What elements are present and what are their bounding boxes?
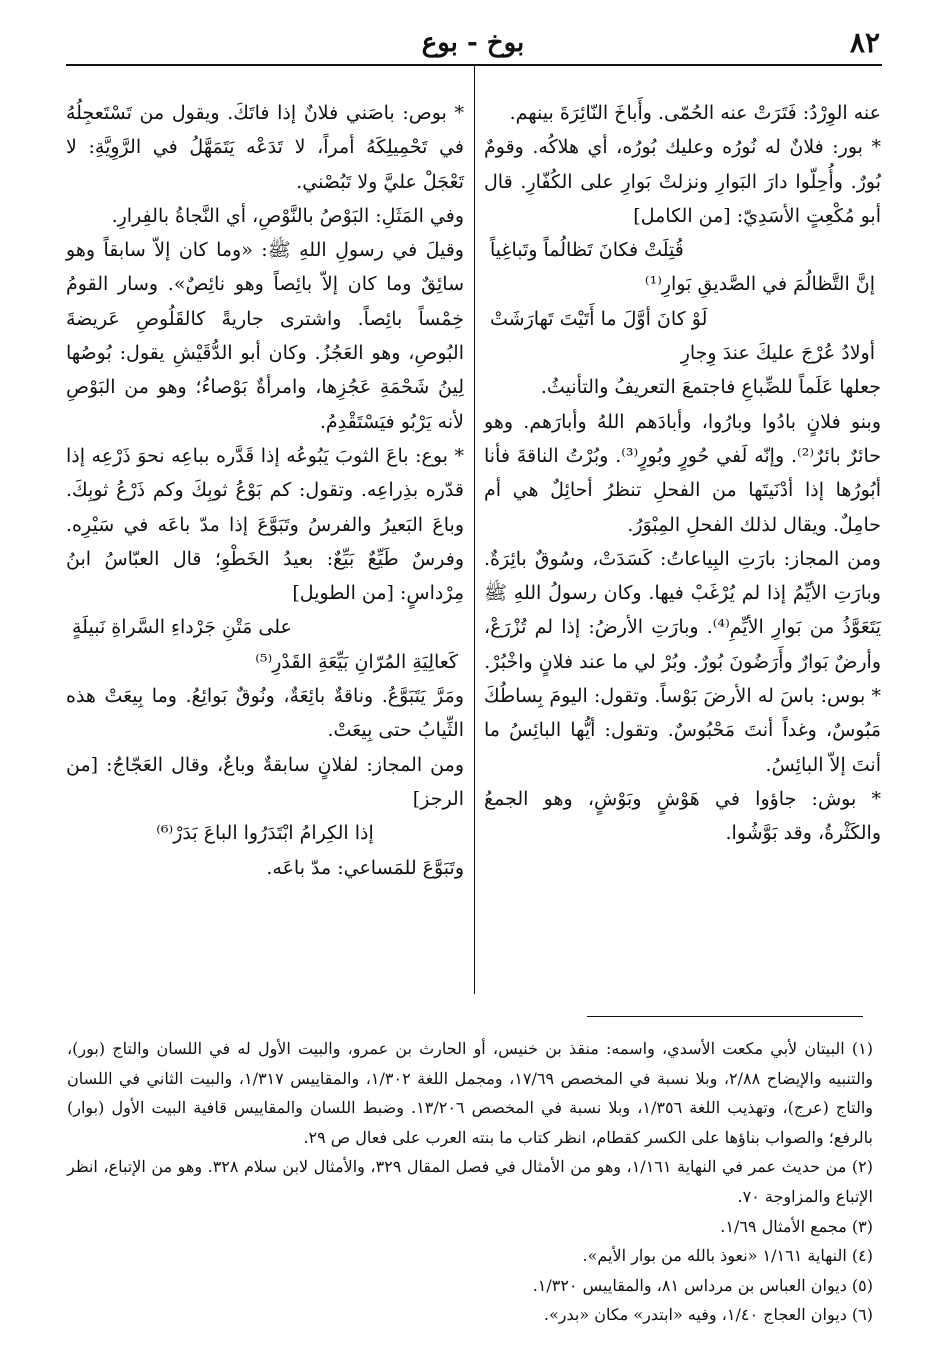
verse-line: قُتِلَتْ فكانَ تَظالُماً وتَباغِياً — [490, 239, 684, 262]
verse-line: لَوْ كانَ أوَّلَ ما أَتَيْتَ تَهارَشَتْ — [490, 307, 708, 330]
paragraph: ومن المجاز: بارَتِ البِياعاتُ: كَسَدَتْ، وسُوقٌ بائِرَةٌ. وبارَتِ الأيِّمُ إذا لم يُرْغَبْ فيها. وكان رسولُ اللهِ ﷺ يَتَعَوَّذُ من بَوارِ الأيِّمِ⁽⁴⁾. وبارَتِ الأرضُ: إذا لم تُزْرَعْ، وأرضٌ بَوارٌ وأَرَضُونَ بُورٌ. وبُرْ لي ما عند فلانٍ واخْبُرْ. — [484, 547, 881, 673]
page-header — [64, 24, 882, 64]
verse-line: على مَتْنِ جَرْداءِ السَّراةِ نَبيلَةٍ — [72, 616, 292, 639]
entry-bwa: * بوع: باعَ الثوبَ يَبُوعُه إذا قَدَّره بباعِه نحوَ ذَرْعِه إذا قدّره بذِراعِه. وتقول: كم بَوْعُ ثوبِكَ وكم ذَرْعُ ثوبِكَ. وباعَ البَعيرُ والفرسُ وتَبَوَّعَ إذا مدّ باعَه في سَيْرِه. وفرسٌ طَيِّعٌ بَيِّعٌ: بعيدُ الخَطْوِ؛ قال العبّاسُ ابنُ مِرْداسٍ: [من الطويل] — [66, 444, 464, 605]
verse-line: أولادُ عُرْجَ عليكَ عندَ وِجارِ — [680, 342, 875, 365]
footnote: (٤) النهاية ١/١٦١ «نعوذ بالله من بوار الأيم». — [582, 1246, 873, 1266]
footnote: (٣) مجمع الأمثال ١/٦٩. — [720, 1216, 873, 1236]
entry-bwas: * بوص: باصَني فلانٌ إذا فاتَكَ. ويقول من تَسْتَعجِلُهُ في تَحْمِيلِكَهُ أمراً، لا تَدَعْه يَتَمَهَّلُ في الرَّوِيَّةِ: لا تَعْجَلْ عليَّ ولا تَبُصْني. — [66, 102, 464, 193]
paragraph: وقيلَ في رسولِ اللهِ ﷺ: «وما كان إلاّ سابقاً وهو سائِقٌ وما كان إلاّ بائِصاً وهو نائِصٌ». وسار القومُ خِمْساً بائِصاً. واشترى جاريةً كالقَلُوصِ عَريضةَ البُوصِ، وهو العَجُزُ. وكان أبو الدُّقَيْشِ يقول: بُوصُها لِينُ شَحْمَةِ عَجُزِها، وامرأةٌ بَوْصاءُ؛ وهو من البَوْصِ لأنه يَرْبُو فيَسْتَقْدِمُ. — [66, 239, 464, 433]
entry-bws: * بوس: باسَ له الأرضَ بَوْساً. وتقول: اليومَ بِساطُكَ مَبُوسٌ، وغداً أنتَ مَحْبُوسٌ. وتقول: أيُّها البائِسُ ما أنتَ إلاّ البائِسُ. — [484, 685, 881, 776]
paragraph: ومن المجاز: لفلانٍ سابقةٌ وباعٌ، وقال العَجّاجُ: [من الرجز] — [66, 753, 464, 810]
footnote-rule — [587, 1016, 863, 1017]
paragraph: وفي المَثَلِ: البَوْصُ بالنَّوْصِ، أي النَّجاةُ بالفِرارِ. — [111, 204, 464, 227]
page-title: بوخ - بوع — [421, 28, 525, 58]
footnote: (٥) ديوان العباس بن مرداس ٨١، والمقاييس ١/٣٢٠. — [532, 1275, 873, 1295]
verse-line: إنَّ التَّظالُمَ في الصَّديقِ بَوارِ⁽¹⁾ — [644, 273, 875, 296]
page-number: ٨٢ — [849, 26, 880, 59]
right-column — [484, 96, 881, 851]
footnote: (٢) من حديث عمر في النهاية ١/١٦١، وهو من الأمثال في فصل المقال ٣٢٩، والأمثال لابن سلام ٣٢٨. وهو من الإتباع، انظر الإتباع والمزاوجة ٧٠. — [67, 1157, 873, 1206]
column-divider — [474, 66, 475, 994]
paragraph: وبنو فلانٍ بادُوا وبارُوا، وأبادَهم اللهُ وأبارَهم. وهو حائرٌ بائرٌ⁽²⁾. وإنّه لَفي حُورٍ وبُورٍ⁽³⁾. وبُرْتُ الناقةَ فأنا أبُورُها إذا أدْنَيتَها من الفحلِ تنظرُ أحائِلٌ هي أم حامِلٌ. ويقال لذلك الفحلِ المِبْوَرُ. — [484, 410, 882, 536]
entry-continuation: عنه الوِرْدُ: فَتَرَتْ عنه الحُمّى. وأَباخَ النّائِرَةَ بينهم. — [509, 102, 881, 124]
footnotes — [67, 1034, 873, 1330]
footnote: (٦) ديوان العجاج ١/٤٠، وفيه «ابتدر» مكان «بدر». — [543, 1305, 873, 1325]
entry-bwsh: * بوش: جاؤوا في هَوْشٍ وبَوْشٍ، وهو الجمعُ والكَثْرةُ، وقد بَوَّشُوا. — [484, 787, 881, 845]
paragraph: جعلها عَلَماً للضِّباعِ فاجتمعَ التعريفُ والتأنيثُ. — [540, 376, 881, 399]
paragraph: وتَبَوَّعَ للمَساعي: مدّ باعَه. — [266, 856, 464, 879]
left-column — [66, 96, 464, 885]
verse-line: كَعالِيَةِ المُرّانِ بَيِّعَةِ القَدْرِ⁽⁵⁾ — [255, 650, 458, 673]
footnote: (١) البيتان لأبي مكعت الأسدي، واسمه: منقذ بن خنيس، أو الحارث بن عمرو، والبيت الأول له في اللسان والتاج (بور)، والتنبيه والإيضاح ٢/٨٨، وبلا نسبة في المخصص ١٧/٦٩، ومجمل اللغة ١/٣٠٢، والمقاييس ١/٣١٧، والبيت الثاني في اللسان والتاج (عرج)، وتهذيب اللغة ١/٣٥٦، وبلا نسبة في المخصص ١٣/٢٠٦. وضبط اللسان والمقاييس قافية البيت الأول (بوار) بالرفع؛ والصواب بناؤها على الكسر كقطام، انظر كتاب ما بنته العرب على فعال ص ٢٩. — [67, 1039, 874, 1147]
verse-line: إذا الكِرامُ ابْتَدَرُوا الباعَ بَدَرْ⁽⁶⁾ — [156, 822, 374, 845]
paragraph: ومَرَّ يَتَبَوَّعُ. وناقةٌ بائِعَةٌ، ونُوقٌ بَوائِعُ. وما بِيعَتْ هذه الثِّيابُ حتى بِيعَتْ. — [66, 685, 464, 742]
entry-bwr: * بور: فلانٌ له نُورُه وعليك بُورُه، أي هلاكُه. وقومٌ بُورٌ. وأُحِلّوا دارَ البَوارِ ونزلتْ بَوارِ على الكُفّارِ. قال أبو مُكْعِتٍ الأسَدِيّ: [من الكامل] — [484, 136, 881, 227]
